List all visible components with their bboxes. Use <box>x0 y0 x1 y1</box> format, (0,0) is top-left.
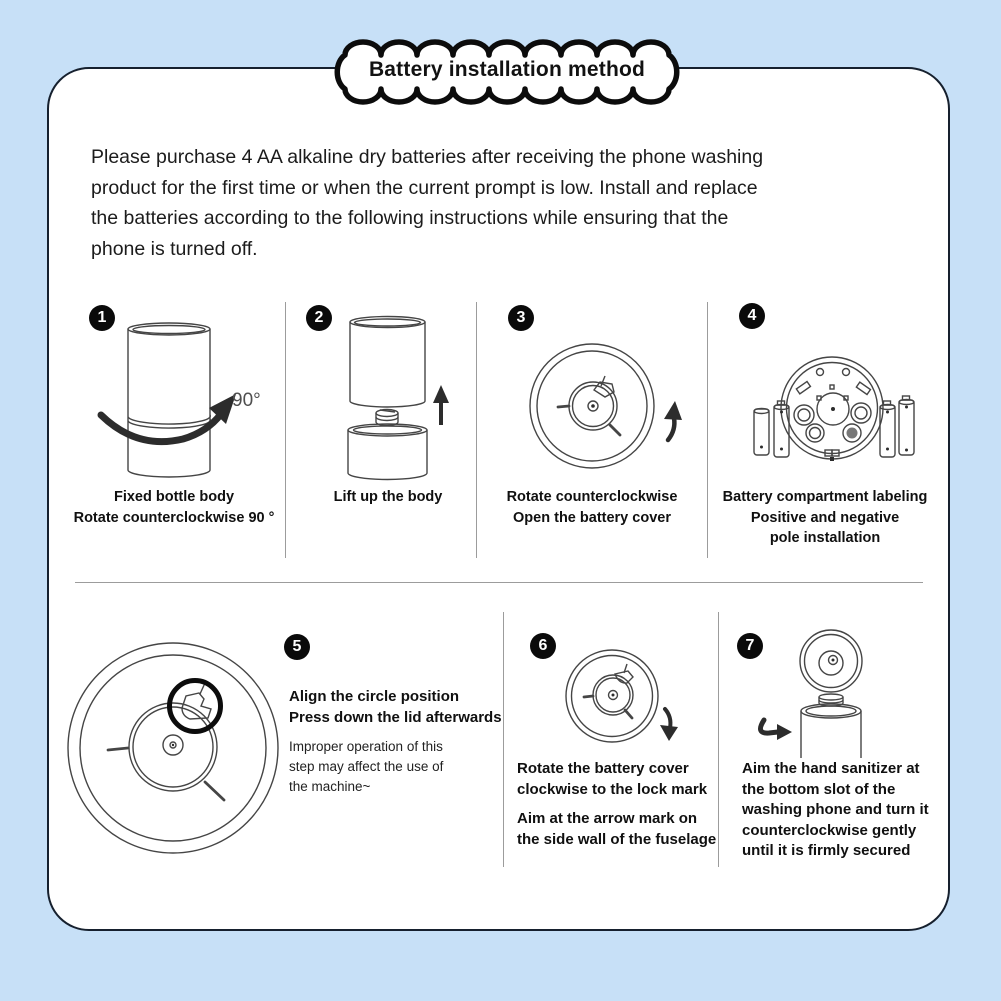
step-4-battery-compartment-icon <box>740 352 930 469</box>
note-line: the machine~ <box>289 779 371 794</box>
caption-line: Fixed bottle body <box>113 489 235 505</box>
step-3-battery-cover-icon <box>522 338 684 479</box>
step-2-badge: 2 <box>306 305 332 331</box>
step-6-badge: 6 <box>530 633 556 659</box>
step-1-badge: 1 <box>89 305 115 331</box>
caption-line: Aim the hand sanitizer at <box>742 760 920 777</box>
caption-line: Battery compartment labeling <box>722 489 928 505</box>
step-2-caption <box>303 487 473 508</box>
intro-paragraph <box>91 142 931 264</box>
step-5-note <box>289 737 489 797</box>
step-6-caption <box>517 759 717 800</box>
caption-line: Rotate the battery cover <box>517 760 689 777</box>
divider <box>503 612 504 867</box>
step-3-badge: 3 <box>508 305 534 331</box>
caption-line: Positive and negative <box>750 509 900 526</box>
divider <box>285 302 286 558</box>
caption-line: pole installation <box>769 530 881 546</box>
intro-line: Please purchase 4 AA alkaline dry batteries after receiving the phone washing <box>91 146 764 168</box>
step-5-align-circle-icon <box>62 636 286 865</box>
caption-line: the bottom slot of the <box>742 780 896 798</box>
step-2-lift-body-icon <box>338 313 453 486</box>
intro-line: phone is turned off. <box>91 237 258 260</box>
step-6-caption-2 <box>517 809 717 850</box>
step-4-caption <box>706 487 944 549</box>
step-1-caption <box>64 487 284 528</box>
caption-line: Rotate counterclockwise <box>506 489 678 505</box>
caption-line: Rotate counterclockwise 90 ° <box>73 509 275 526</box>
step-5-caption <box>289 687 504 728</box>
step-3-caption <box>495 487 689 528</box>
step-4-badge: 4 <box>739 303 765 329</box>
row-divider <box>75 582 923 583</box>
caption-line: Press down the lid afterwards <box>289 708 502 726</box>
step-7-badge: 7 <box>737 633 763 659</box>
caption-line: Lift up the body <box>333 489 443 505</box>
caption-line: Open the battery cover <box>513 509 671 526</box>
note-line: Improper operation of this <box>289 739 443 754</box>
caption-line: Align the circle position <box>289 688 460 705</box>
divider <box>718 612 719 867</box>
caption-line: clockwise to the lock mark <box>517 780 708 798</box>
note-line: step may affect the use of <box>289 759 444 774</box>
step-7-attach-bottle-icon <box>742 625 868 765</box>
caption-line: until it is firmly secured <box>742 842 911 859</box>
step-5-badge: 5 <box>284 634 310 660</box>
caption-line: Aim at the arrow mark on <box>517 810 698 827</box>
step-7-caption <box>742 759 937 862</box>
caption-line: the side wall of the fuselage <box>517 830 717 848</box>
caption-line: washing phone and turn it <box>742 801 929 818</box>
rotation-angle-label: 90° <box>232 390 261 411</box>
page-title: Battery installation method <box>368 58 646 81</box>
step-6-rotate-clockwise-icon <box>558 646 688 753</box>
divider <box>476 302 477 558</box>
caption-line: counterclockwise gently <box>742 821 917 839</box>
intro-line: product for the first time or when the current prompt is low. Install and replace <box>91 176 758 199</box>
intro-line: the batteries according to the following instructions while ensuring that the <box>91 207 729 229</box>
title-bubble <box>333 38 681 106</box>
